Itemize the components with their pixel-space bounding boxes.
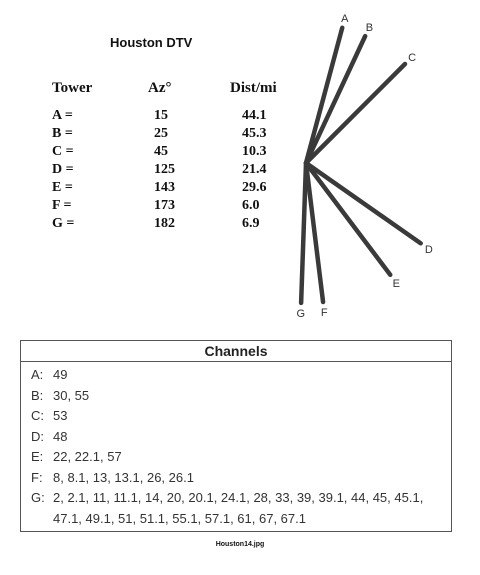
channels-title: Channels	[21, 341, 451, 362]
channels-panel	[20, 340, 452, 532]
channel-values: 48	[53, 428, 68, 444]
tower-distance: 44.1	[242, 108, 267, 123]
tower-distance: 21.4	[242, 162, 267, 177]
channel-values: 2, 2.1, 11, 11.1, 14, 20, 20.1, 24.1, 28, 33, 39, 39.1, 44, 45, 45.1, 47.1, 49.1, 51, 51.1, 55.1, 57.1, 61, 67, 67.1	[53, 490, 424, 526]
tower-label: F =	[52, 198, 72, 213]
tower-distance: 10.3	[242, 144, 267, 159]
channel-row	[31, 447, 451, 468]
channel-values: 53	[53, 408, 68, 423]
tower-azimuth: 125	[154, 162, 175, 177]
channel-values: 30, 55	[53, 387, 90, 403]
tower-azimuth: 25	[154, 126, 168, 141]
tower-distance: 29.6	[242, 180, 267, 195]
ray-label-g: G	[296, 307, 306, 320]
channel-tower-label: G:	[31, 490, 45, 505]
channel-tower-label: D:	[31, 428, 44, 444]
header-distance: Dist/mi	[230, 80, 277, 96]
ray-g	[301, 163, 306, 303]
channel-row	[31, 468, 451, 489]
ray-label-b: B	[365, 22, 374, 35]
tower-label: C =	[52, 144, 74, 159]
channel-tower-label: E:	[31, 449, 44, 464]
tower-distance: 6.9	[242, 216, 260, 231]
channel-tower-label: F:	[31, 469, 43, 485]
ray-label-a: A	[341, 13, 349, 26]
header-azimuth: Az°	[148, 80, 172, 96]
channel-tower-label: C:	[31, 408, 44, 423]
channel-row	[31, 488, 451, 529]
channel-values: 49	[53, 367, 68, 382]
tower-distance: 6.0	[242, 198, 260, 213]
diagram-title: Houston DTV	[110, 35, 193, 50]
channel-row	[31, 386, 451, 407]
tower-azimuth: 143	[154, 180, 175, 195]
tower-azimuth: 182	[154, 216, 175, 231]
tower-label: D =	[52, 162, 74, 177]
ray-label-f: F	[320, 306, 328, 319]
tower-distance: 45.3	[242, 126, 267, 141]
ray-label-e: E	[392, 277, 400, 290]
tower-label: B =	[52, 126, 73, 141]
tower-label: A =	[52, 108, 73, 123]
channel-row	[31, 427, 451, 448]
channel-row	[31, 406, 451, 427]
tower-label: E =	[52, 180, 73, 195]
header-tower: Tower	[52, 80, 93, 96]
image-caption: Houston14.jpg	[215, 541, 265, 548]
ray-label-c: C	[408, 51, 417, 64]
channel-values: 8, 8.1, 13, 13.1, 26, 26.1	[53, 469, 194, 485]
channels-list	[21, 362, 451, 529]
channel-values: 22, 22.1, 57	[53, 449, 122, 464]
channel-tower-label: A:	[31, 367, 44, 382]
channel-row	[31, 365, 451, 386]
ray-label-d: D	[424, 244, 433, 257]
channel-tower-label: B:	[31, 387, 44, 403]
tower-azimuth: 45	[154, 144, 168, 159]
tower-azimuth: 173	[154, 198, 175, 213]
ray-d	[306, 163, 421, 243]
tower-label: G =	[52, 216, 75, 231]
tower-azimuth: 15	[154, 108, 168, 123]
